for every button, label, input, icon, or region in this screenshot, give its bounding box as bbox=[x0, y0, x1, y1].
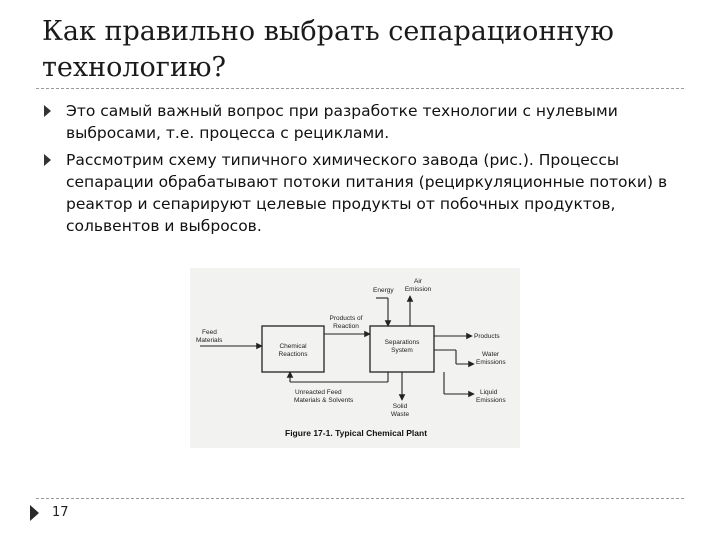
triangle-bullet-icon bbox=[44, 154, 51, 166]
triangle-bullet-icon bbox=[44, 105, 51, 117]
separator-label-1: Separations bbox=[384, 339, 420, 346]
diagram-svg bbox=[190, 268, 520, 448]
unreacted-feed-label-2: Materials & Solvents bbox=[294, 397, 354, 404]
bullet-text: Это самый важный вопрос при разработке технологии с нулевыми выбросами, т.е. процесса с рециклами. bbox=[66, 102, 618, 142]
water-emissions-label-2: Emissions bbox=[476, 359, 506, 366]
air-emission-label-2: Emission bbox=[404, 286, 432, 293]
products-of-reaction-label-2: Reaction bbox=[333, 323, 359, 330]
separator-label-2: System bbox=[391, 347, 413, 354]
products-of-reaction-label-1: Products of bbox=[329, 315, 363, 322]
bullet-text: Рассмотрим схему типичного химического завода (рис.). Процессы сепарации обрабатывают потоки питания (рециркуляционные потоки) в реактор и сепарируют целевые продукты от побочных продуктов, сольвентов и выбросов. bbox=[66, 151, 668, 235]
water-emissions-label-1: Water bbox=[482, 351, 500, 358]
liquid-emissions-label-1: Liquid bbox=[480, 389, 498, 396]
products-label: Products bbox=[474, 333, 500, 340]
bullet-item bbox=[42, 149, 682, 237]
chemical-plant-diagram bbox=[190, 268, 520, 448]
energy-label: Energy bbox=[373, 287, 394, 294]
feed-label-1: Feed bbox=[202, 329, 217, 336]
air-emission-label-1: Air bbox=[414, 278, 422, 285]
triangle-marker-icon bbox=[30, 505, 39, 521]
unreacted-feed-label-1: Unreacted Feed bbox=[295, 389, 342, 396]
bullet-list bbox=[42, 100, 682, 242]
footer-divider bbox=[36, 498, 684, 499]
solid-waste-label-1: Solid bbox=[392, 403, 408, 410]
title-divider bbox=[36, 88, 684, 89]
feed-label-2: Materials bbox=[196, 337, 223, 344]
reactor-label-2: Reactions bbox=[278, 351, 308, 358]
bullet-item bbox=[42, 100, 682, 144]
page-number: 17 bbox=[52, 505, 69, 520]
liquid-emissions-label-2: Emissions bbox=[476, 397, 506, 404]
page-title: Как правильно выбрать сепарационную технологию? bbox=[42, 16, 614, 83]
reactor-label-1: Chemical bbox=[279, 343, 307, 350]
figure-caption: Figure 17-1. Typical Chemical Plant bbox=[285, 428, 428, 438]
solid-waste-label-2: Waste bbox=[390, 411, 410, 418]
